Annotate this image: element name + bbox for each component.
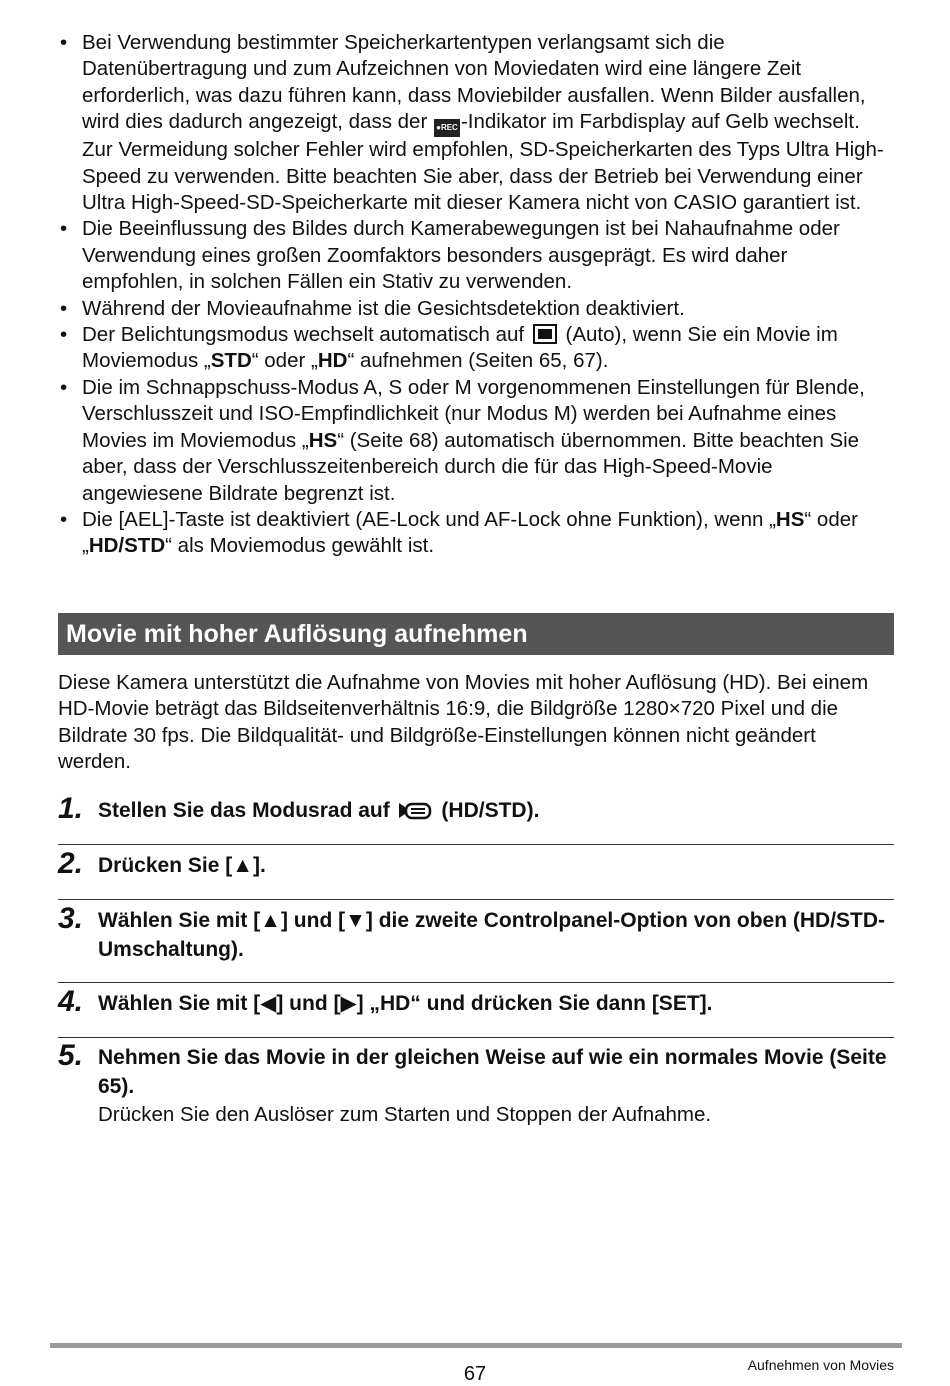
step-number: 4. (58, 985, 84, 1018)
notes-list (58, 30, 894, 560)
note-text: Der Belichtungsmodus wechselt automatisch auf (82, 323, 530, 347)
step-number: 3. (58, 902, 84, 935)
note-text: Bei Verwendung bestimmter Speicherkartentypen verlangsamt sich die Datenübertragung und zum Aufzeichnen von Moviedaten wird eine längere Zeit erforderlich, was dazu führen kann, dass Moviebilder ausfallen. Wenn Bilder ausfallen, wird dies dadurch angezeigt, dass der (82, 31, 866, 134)
bullet: • (60, 375, 68, 399)
mode-hd-label: HD (317, 349, 348, 373)
page-number: 67 (463, 1363, 487, 1385)
section-title: Movie mit hoher Auflösung aufnehmen (66, 620, 528, 648)
step-text: Wählen Sie mit [▲] und [▼] die zweite Controlpanel-Option von oben (HD/STD-Umschaltung). (98, 909, 886, 961)
step-text: Nehmen Sie das Movie in der gleichen Weise auf wie ein normales Movie (Seite 65). (98, 1046, 887, 1098)
mode-hs-label: HS (775, 507, 805, 531)
list-item (58, 507, 894, 560)
note-text: “ oder „ (82, 507, 858, 558)
note-text: “ aufnehmen (Seiten 65, 67). (347, 349, 609, 373)
mode-std-label: STD (210, 349, 252, 373)
step-number: 2. (58, 847, 84, 880)
mode-hdstd-label: HD/STD (88, 534, 166, 558)
list-item (58, 322, 894, 375)
step-1 (58, 792, 894, 825)
step-text: Wählen Sie mit [◀] und [▶] „HD“ und drücken Sie dann [SET]. (98, 992, 713, 1015)
note-text: “ (Seite 68) automatisch übernommen. Bitte beachten Sie aber, dass der Verschlusszeitenbereich durch die für das High-Speed-Movie angewiesene Bildrate begrenzt ist. (82, 428, 860, 505)
bullet: • (60, 31, 68, 54)
bullet: • (60, 323, 68, 347)
hd-movie-mode-icon (398, 799, 434, 821)
bullet: • (60, 507, 68, 531)
footer-section-name: Aufnehmen von Movies (747, 1357, 894, 1373)
step-text (98, 796, 894, 825)
note-text: -Indikator im Farbdisplay auf Gelb wechselt. Zur Vermeidung solcher Fehler wird empfohlen, SD-Speicherkarten des Typs Ultra High-Speed zu verwenden. Bitte beachten Sie aber, dass der Betrieb bei Verwendung einer Ultra High-Speed-SD-Speicherkarte mit dieser Kamera nicht von CASIO garantiert ist. (82, 110, 884, 215)
step-text-part: Stellen Sie das Modusrad auf (98, 799, 396, 822)
note-text: Die im Schnappschuss-Modus A, S oder M vorgenommenen Einstellungen für Blende, Verschlusszeit und ISO-Empfindlichkeit (nur Modus M) werden bei Aufnahme eines Movies im Moviemodus „ (82, 375, 865, 452)
step-divider (58, 982, 894, 983)
list-item (58, 30, 894, 216)
note-text: Die Beeinflussung des Bildes durch Kamerabewegungen ist bei Nahaufnahme oder Verwendung eines großen Zoomfaktors besonders ausgeprägt. Es wird daher empfohlen, in solchen Fällen ein Stativ zu verwenden. (82, 217, 840, 294)
step-divider (58, 899, 894, 900)
step-2 (58, 847, 894, 880)
bullet: • (60, 296, 68, 320)
step-3 (58, 902, 894, 964)
step-number: 1. (58, 792, 84, 825)
note-text: Die [AEL]-Taste ist deaktiviert (AE-Lock und AF-Lock ohne Funktion), wenn „ (82, 507, 776, 531)
note-text: “ oder „ (251, 349, 318, 373)
auto-mode-icon (533, 324, 557, 344)
step-4 (58, 985, 894, 1018)
note-text: (Auto), wenn Sie ein Movie im Moviemodus „ (82, 323, 838, 373)
step-text-part: (HD/STD). (435, 799, 540, 822)
step-text: Drücken Sie [▲]. (98, 854, 266, 877)
footer-divider (50, 1343, 902, 1348)
step-divider (58, 1037, 894, 1038)
step-divider (58, 844, 894, 845)
step-number: 5. (58, 1039, 84, 1072)
list-item (58, 296, 894, 322)
step-subtext: Drücken Sie den Auslöser zum Starten und Stoppen der Aufnahme. (98, 1103, 712, 1126)
note-text: “ als Moviemodus gewählt ist. (165, 534, 435, 558)
list-item (58, 216, 894, 295)
note-text: Während der Movieaufnahme ist die Gesichtsdetektion deaktiviert. (82, 296, 685, 320)
section-header (58, 613, 894, 655)
bullet: • (60, 217, 68, 241)
step-5 (58, 1039, 894, 1129)
list-item (58, 375, 894, 507)
intro-paragraph: Diese Kamera unterstützt die Aufnahme von Movies mit hoher Auflösung (HD). Bei einem HD-Movie beträgt das Bildseitenverhältnis 16:9, die Bildgröße 1280×720 Pixel und die Bildrate 30 fps. Die Bildqualität- und Bildgröße-Einstellungen können nicht geändert werden. (58, 671, 869, 774)
mode-hs-label: HS (308, 428, 338, 452)
movie-rec-icon: ●REC (434, 119, 460, 137)
